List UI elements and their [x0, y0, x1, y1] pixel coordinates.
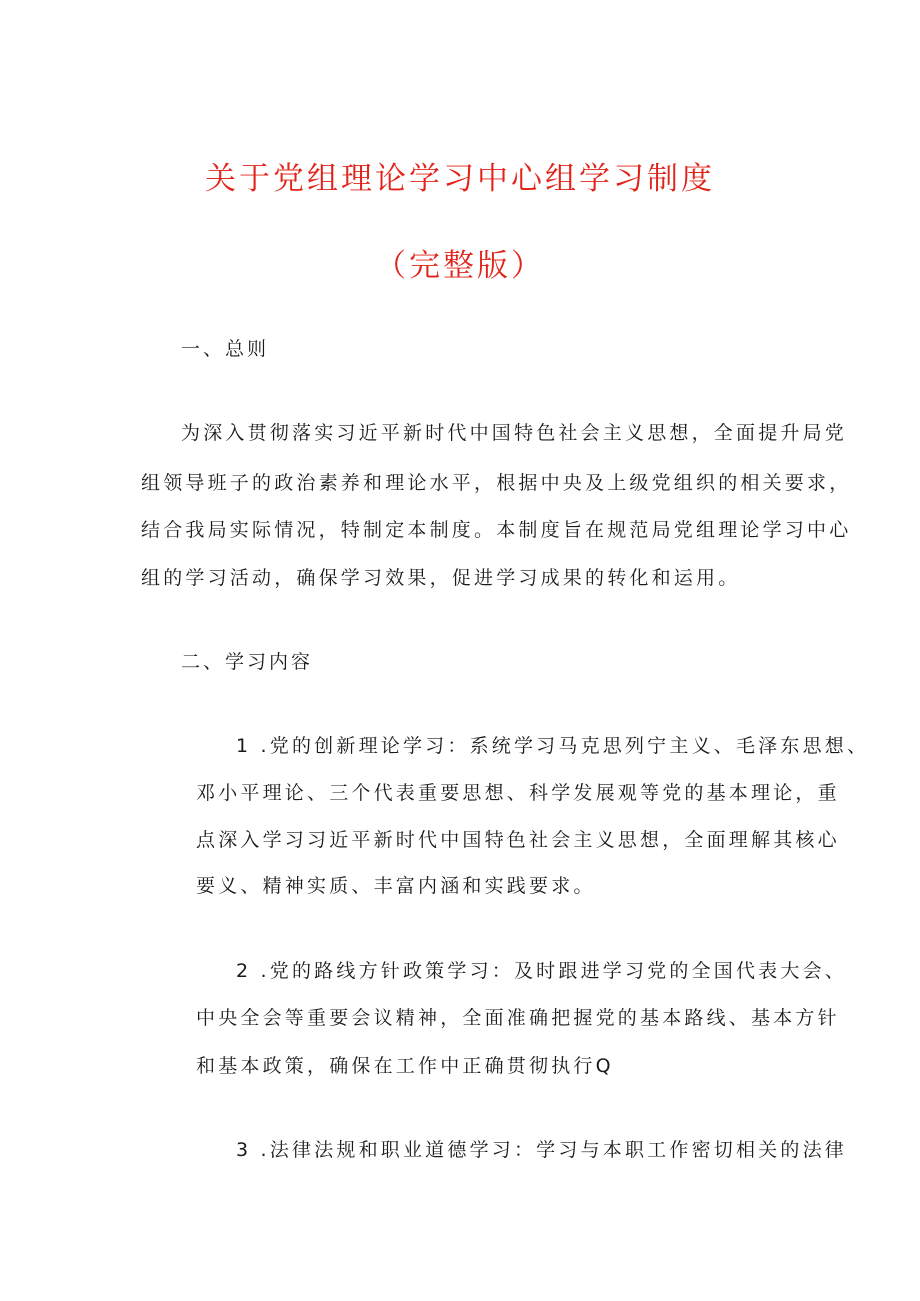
paragraph-line: 组的学习活动，确保学习效果，促进学习成果的转化和运用。 [141, 567, 741, 589]
paragraph-line: 组领导班子的政治素养和理论水平，根据中央及上级党组织的相关要求， [141, 472, 852, 494]
paragraph-line: 2 .党的路线方针政策学习：及时跟进学习党的全国代表大会、 [236, 960, 847, 982]
document-title: 关于党组理论学习中心组学习制度 [205, 161, 715, 197]
section-heading-general: 一、总则 [181, 338, 270, 360]
paragraph-line: 要义、精神实质、丰富内涵和实践要求。 [196, 875, 596, 897]
paragraph-line: 中央全会等重要会议精神，全面准确把握党的基本路线、基本方针 [196, 1007, 840, 1029]
document-subtitle: （完整版） [375, 248, 545, 284]
paragraph-line: 结合我局实际情况，特制定本制度。本制度旨在规范局党组理论学习中心 [141, 519, 852, 541]
section-heading-content: 二、学习内容 [181, 651, 314, 673]
paragraph-line: 邓小平理论、三个代表重要思想、科学发展观等党的基本理论，重 [196, 782, 840, 804]
paragraph-line: 1 .党的创新理论学习：系统学习马克思列宁主义、毛泽东思想、 [236, 735, 870, 757]
paragraph-line: 点深入学习习近平新时代中国特色社会主义思想，全面理解其核心 [196, 829, 840, 851]
paragraph-line: 和基本政策，确保在工作中正确贯彻执行Q [196, 1055, 614, 1077]
paragraph-line: 3 .法律法规和职业道德学习：学习与本职工作密切相关的法律 [236, 1139, 847, 1161]
paragraph-line: 为深入贯彻落实习近平新时代中国特色社会主义思想，全面提升局党 [181, 422, 848, 444]
